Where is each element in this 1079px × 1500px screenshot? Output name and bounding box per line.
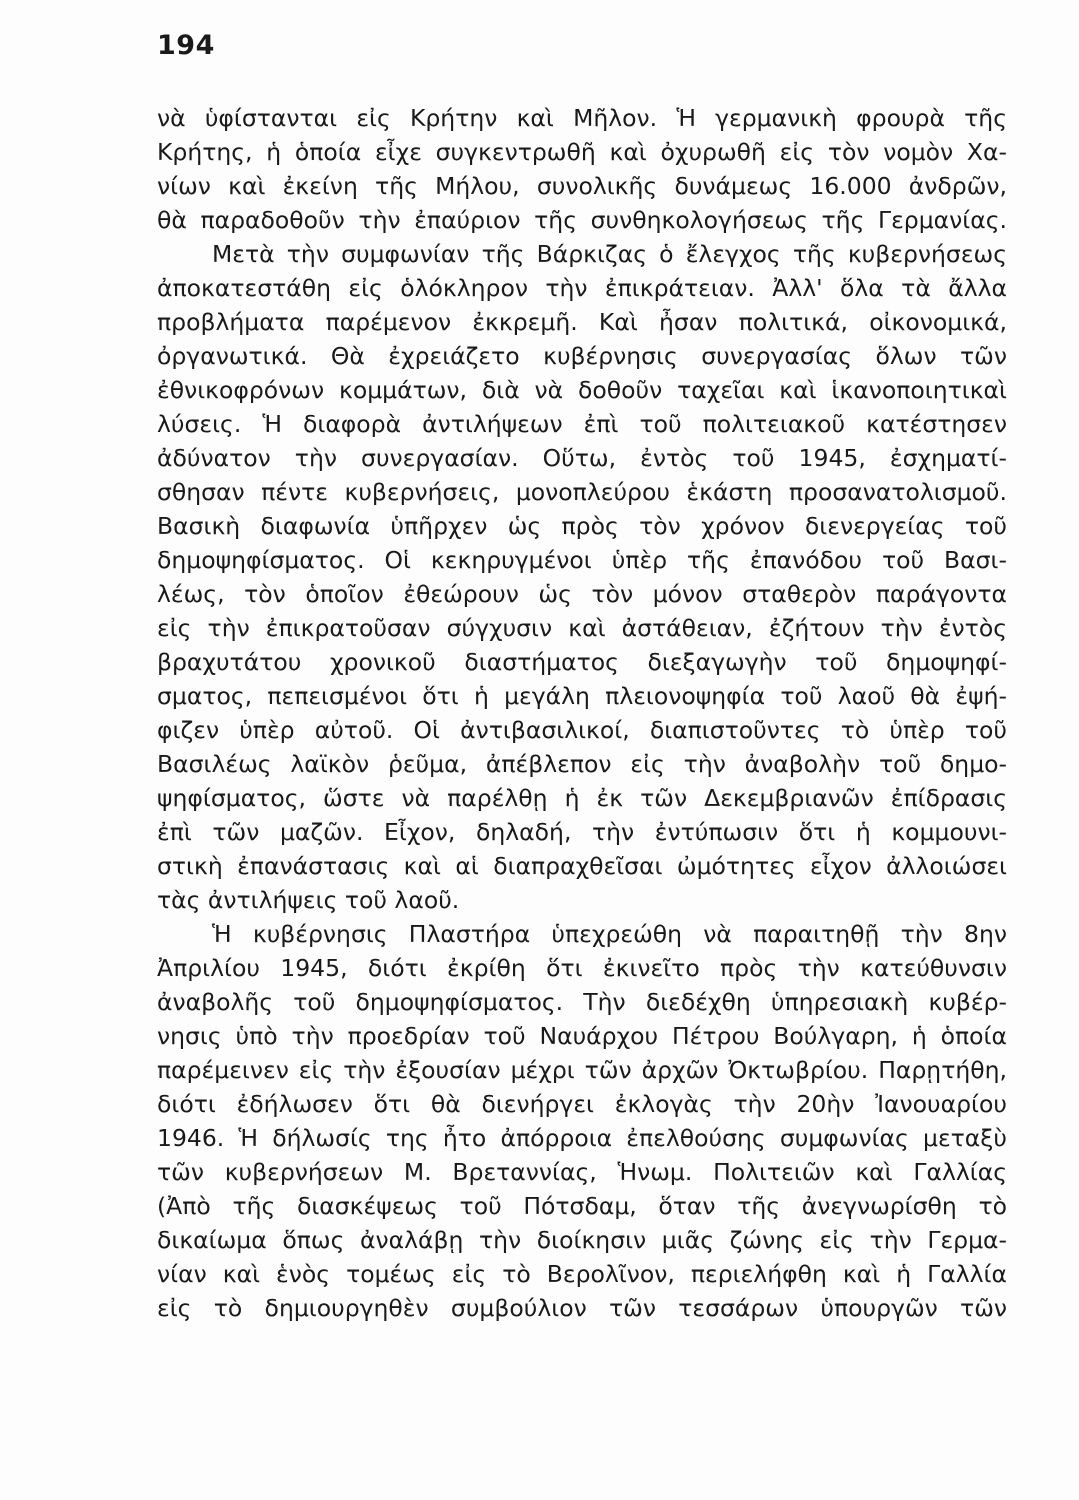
text-line: φιζεν ὑπὲρ αὐτοῦ. Οἱ ἀντιβασιλικοί, διαπιστοῦντες τὸ ὑπὲρ τοῦ — [157, 716, 1007, 744]
text-line: τὰς ἀντιλήψεις τοῦ λαοῦ. — [157, 886, 460, 914]
text-line: Μετὰ τὴν συμφωνίαν τῆς Βάρκιζας ὁ ἔλεγχος τῆς κυβερνήσεως — [212, 240, 1007, 268]
text-line: ψηφίσματος, ὥστε νὰ παρέλθῃ ἡ ἐκ τῶν Δεκεμβριανῶν ἐπίδρασις — [157, 784, 1007, 812]
text-line: ἐθνικοφρόνων κομμάτων, διὰ νὰ δοθοῦν ταχεῖαι καὶ ἱκανοποιητικαὶ — [157, 376, 1007, 404]
text-line: προβλήματα παρέμενον ἐκκρεμῆ. Καὶ ἦσαν πολιτικά, οἰκονομικά, — [157, 308, 1007, 336]
body-text — [157, 101, 1007, 1325]
text-line: ἐπὶ τῶν μαζῶν. Εἶχον, δηλαδή, τὴν ἐντύπωσιν ὅτι ἡ κομμουνι- — [157, 818, 1007, 846]
text-line: Βασικὴ διαφωνία ὑπῆρχεν ὡς πρὸς τὸν χρόνον διενεργείας τοῦ — [157, 512, 1007, 540]
text-line: θὰ παραδοθοῦν τὴν ἐπαύριον τῆς συνθηκολογήσεως τῆς Γερμανίας. — [157, 206, 1007, 234]
text-line: Ἡ κυβέρνησις Πλαστήρα ὑπεχρεώθη νὰ παραιτηθῇ τὴν 8ην — [212, 920, 1007, 948]
text-line: εἰς τὸ δημιουργηθὲν συμβούλιον τῶν τεσσάρων ὑπουργῶν τῶν — [157, 1294, 1007, 1322]
text-line: 1946. Ἡ δήλωσίς της ἦτο ἀπόρροια ἐπελθούσης συμφωνίας μεταξὺ — [157, 1124, 1007, 1152]
page-number: 194 — [157, 30, 215, 61]
text-line: νίαν καὶ ἑνὸς τομέως εἰς τὸ Βερολῖνον, περιελήφθη καὶ ἡ Γαλλία — [157, 1260, 1007, 1288]
text-line: ὀργανωτικά. Θὰ ἐχρειάζετο κυβέρνησις συνεργασίας ὅλων τῶν — [157, 342, 1007, 370]
text-line: λέως, τὸν ὁποῖον ἐθεώρουν ὡς τὸν μόνον σταθερὸν παράγοντα — [157, 580, 1007, 608]
text-line: δημοψηφίσματος. Οἱ κεκηρυγμένοι ὑπὲρ τῆς ἐπανόδου τοῦ Βασι- — [157, 546, 1007, 574]
text-line: διότι ἐδήλωσεν ὅτι θὰ διενήργει ἐκλογὰς τὴν 20ὴν Ἰανουαρίου — [157, 1090, 1007, 1118]
text-line: νὰ ὑφίστανται εἰς Κρήτην καὶ Μῆλον. Ἡ γερμανικὴ φρουρὰ τῆς — [157, 104, 1007, 132]
text-line: εἰς τὴν ἐπικρατοῦσαν σύγχυσιν καὶ ἀστάθειαν, ἐζήτουν τὴν ἐντὸς — [157, 614, 1007, 642]
text-line: ἀναβολῆς τοῦ δημοψηφίσματος. Τὴν διεδέχθη ὑπηρεσιακὴ κυβέρ- — [157, 988, 1007, 1016]
text-line: λύσεις. Ἡ διαφορὰ ἀντιλήψεων ἐπὶ τοῦ πολιτειακοῦ κατέστησεν — [157, 410, 1007, 438]
text-line: ἀδύνατον τὴν συνεργασίαν. Οὕτω, ἐντὸς τοῦ 1945, ἐσχηματί- — [157, 444, 1007, 472]
text-line: βραχυτάτου χρονικοῦ διαστήματος διεξαγωγὴν τοῦ δημοψηφί- — [157, 648, 1007, 676]
text-line: νησις ὑπὸ τὴν προεδρίαν τοῦ Ναυάρχου Πέτρου Βούλγαρη, ἡ ὁποία — [157, 1022, 1007, 1050]
text-line: νίων καὶ ἐκείνη τῆς Μήλου, συνολικῆς δυνάμεως 16.000 ἀνδρῶν, — [157, 172, 1007, 200]
text-line: σθησαν πέντε κυβερνήσεις, μονοπλεύρου ἑκάστη προσανατολισμοῦ. — [157, 478, 1007, 506]
text-line: τῶν κυβερνήσεων Μ. Βρεταννίας, Ἡνωμ. Πολιτειῶν καὶ Γαλλίας — [157, 1158, 1007, 1186]
text-line: στικὴ ἐπανάστασις καὶ αἱ διαπραχθεῖσαι ὠμότητες εἶχον ἀλλοιώσει — [157, 852, 1007, 880]
text-line: παρέμεινεν εἰς τὴν ἐξουσίαν μέχρι τῶν ἀρχῶν Ὀκτωβρίου. Παρῃτήθη, — [157, 1056, 1007, 1084]
text-line: ἀποκατεστάθη εἰς ὁλόκληρον τὴν ἐπικράτειαν. Ἀλλ' ὅλα τὰ ἄλλα — [157, 274, 1007, 302]
text-line: Ἀπριλίου 1945, διότι ἐκρίθη ὅτι ἐκινεῖτο πρὸς τὴν κατεύθυνσιν — [157, 954, 1007, 982]
text-line: (Ἀπὸ τῆς διασκέψεως τοῦ Πότσδαμ, ὅταν τῆς ἀνεγνωρίσθη τὸ — [157, 1192, 1007, 1220]
text-line: δικαίωμα ὅπως ἀναλάβῃ τὴν διοίκησιν μιᾶς ζώνης εἰς τὴν Γερμα- — [157, 1226, 1007, 1254]
text-line: σματος, πεπεισμένοι ὅτι ἡ μεγάλη πλειονοψηφία τοῦ λαοῦ θὰ ἐψή- — [157, 682, 1007, 710]
text-line: Βασιλέως λαϊκὸν ῥεῦμα, ἀπέβλεπον εἰς τὴν ἀναβολὴν τοῦ δημο- — [157, 750, 1007, 778]
text-line: Κρήτης, ἡ ὁποία εἶχε συγκεντρωθῆ καὶ ὀχυρωθῆ εἰς τὸν νομὸν Χα- — [157, 138, 1007, 166]
